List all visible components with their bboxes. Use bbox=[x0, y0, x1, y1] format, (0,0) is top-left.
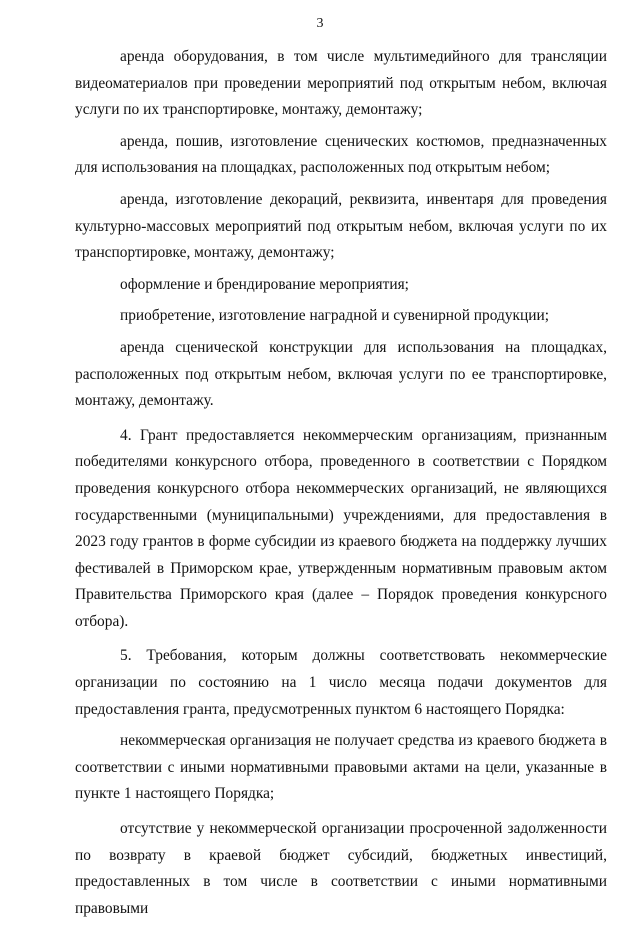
paragraph-section-4: 4. Грант предоставляется некоммерческим организациям, признанным победителями конкурсного отбора, проведенного в соответствии с Порядком проведения конкурсного отбора некоммерческих организаций, не являющихся государственными (муниципальными) учреждениями, для предоставления в 2023 году грантов в форме субсидии из краевого бюджета на поддержку лучших фестивалей в Приморском крае, утвержденным нормативным правовым актом Правительства Приморского края (далее – Порядок проведения конкурсного отбора). bbox=[75, 426, 607, 630]
paragraph-branding: оформление и брендирование мероприятия; bbox=[120, 275, 409, 293]
document-body bbox=[75, 44, 607, 927]
paragraph-stage-construction: аренда сценической конструкции для использования на площадках, расположенных под открытым небом, включая услуги по ее транспортировке, монтажу, демонтажу. bbox=[75, 338, 607, 410]
page-number: 3 bbox=[316, 16, 324, 31]
paragraph-souvenirs: приобретение, изготовление наградной и сувенирной продукции; bbox=[120, 307, 549, 325]
paragraph-no-overdue-debt: отсутствие у некоммерческой организации просроченной задолженности по возврату в краевой бюджет субсидий, бюджетных инвестиций, предоставленных в том числе в соответствии с иными нормативными правовыми bbox=[75, 820, 607, 917]
paragraph-equipment-rental: аренда оборудования, в том числе мультимедийного для трансляции видеоматериалов при проведении мероприятий под открытым небом, включая услуги по их транспортировке, монтажу, демонтажу; bbox=[75, 48, 607, 119]
paragraph-costumes: аренда, пошив, изготовление сценических костюмов, предназначенных для использования на площадках, расположенных под открытым небом; bbox=[75, 132, 607, 177]
paragraph-section-5: 5. Требования, которым должны соответствовать некоммерческие организации по состоянию на 1 число месяца подачи документов для предоставления гранта, предусмотренных пунктом 6 настоящего Порядка: bbox=[75, 647, 607, 718]
paragraph-no-budget-funds: некоммерческая организация не получает средства из краевого бюджета в соответствии с иными нормативными правовыми актами на цели, указанные в пункте 1 настоящего Порядка; bbox=[75, 732, 607, 803]
paragraph-decorations: аренда, изготовление декораций, реквизита, инвентаря для проведения культурно-массовых мероприятий под открытым небом, включая услуги по их транспортировке, монтажу, демонтажу; bbox=[75, 190, 607, 262]
